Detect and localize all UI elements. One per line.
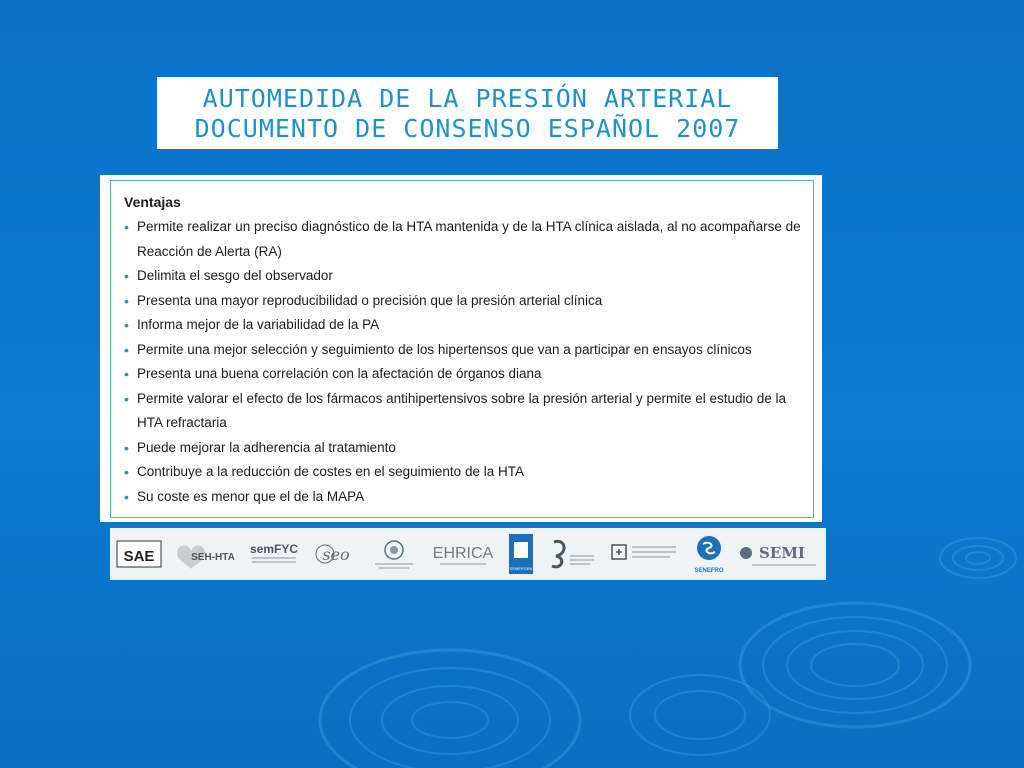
list-item-text: Contribuye a la reducción de costes en el seguimiento de la HTA bbox=[137, 464, 524, 479]
bullet-icon: • bbox=[124, 366, 129, 382]
title-banner bbox=[157, 77, 778, 149]
sociedad-nefrologia-logo bbox=[546, 534, 598, 574]
sponsor-logo-strip bbox=[110, 528, 826, 580]
advantages-panel bbox=[100, 175, 822, 522]
semfyc-logo bbox=[246, 534, 302, 574]
list-item-text: Su coste es menor que el de la MAPA bbox=[137, 488, 365, 504]
seh-hta-logo-text: SEH-HTA bbox=[191, 552, 236, 563]
list-item-text: Puede mejorar la adherencia al tratamiento bbox=[137, 439, 396, 455]
list-item-text: Presenta una buena correlación con la afectación de órganos diana bbox=[137, 366, 542, 381]
list-item-text: Permite valorar el efecto de los fármacos antihipertensivos sobre la presión arterial y permite el estudio de la HTA refractaria bbox=[137, 390, 787, 430]
list-item bbox=[124, 436, 803, 461]
semi-logo bbox=[738, 534, 820, 574]
sen-logo bbox=[691, 534, 727, 574]
bullet-icon: • bbox=[124, 390, 129, 407]
bullet-icon: • bbox=[124, 488, 129, 505]
list-item bbox=[124, 264, 803, 289]
list-item bbox=[124, 289, 803, 314]
list-item bbox=[124, 313, 803, 338]
title-line-1: AUTOMEDIDA DE LA PRESIÓN ARTERIAL bbox=[202, 84, 733, 113]
list-item bbox=[124, 485, 803, 510]
bullet-icon: • bbox=[124, 268, 129, 284]
list-item-text: Delimita el sesgo del observador bbox=[137, 268, 333, 283]
sae-logo-text: SAE bbox=[123, 548, 155, 565]
list-item-text: Informa mejor de la variabilidad de la PA bbox=[137, 317, 380, 332]
list-item bbox=[124, 387, 803, 436]
ehrica-logo-text: EHRICA bbox=[432, 545, 494, 562]
bullet-icon: • bbox=[124, 464, 129, 480]
advantages-frame bbox=[110, 180, 814, 518]
bullet-icon: • bbox=[124, 219, 129, 235]
sociedad-cardiologia-logo bbox=[369, 534, 419, 574]
list-item bbox=[124, 338, 803, 363]
sae-logo bbox=[116, 534, 162, 574]
seh-hta-logo bbox=[173, 534, 235, 574]
semfyc-logo-text: semFYC bbox=[250, 542, 299, 556]
semergen-logo-text: SEMERGEN bbox=[509, 566, 533, 571]
advantages-list bbox=[124, 215, 803, 509]
list-item bbox=[124, 460, 803, 485]
list-item-text: Permite realizar un preciso diagnóstico de la HTA mantenida y de la HTA clínica aislada, al no acompañarse de Reacción de Alerta (RA) bbox=[137, 219, 801, 259]
list-item-text: Permite una mejor selección y seguimiento de los hipertensos que van a participar en ensayos clínicos bbox=[137, 341, 752, 357]
seo-logo bbox=[314, 534, 358, 574]
list-item bbox=[124, 362, 803, 387]
title-line-2: DOCUMENTO DE CONSENSO ESPAÑOL 2007 bbox=[194, 114, 741, 143]
colegio-farmaceuticos-logo bbox=[610, 534, 680, 574]
bullet-icon: • bbox=[124, 439, 129, 456]
sen-logo-text: SENEFRO bbox=[694, 568, 724, 574]
list-item-text: Presenta una mayor reproducibilidad o precisión que la presión arterial clínica bbox=[137, 292, 603, 308]
bullet-icon: • bbox=[124, 341, 129, 358]
advantages-heading: Ventajas bbox=[124, 194, 181, 210]
bullet-icon: • bbox=[124, 317, 129, 333]
seo-logo-text: seo bbox=[321, 545, 350, 564]
semi-logo-text: SEMI bbox=[758, 544, 805, 562]
ehrica-logo bbox=[430, 534, 496, 574]
list-item bbox=[124, 215, 803, 264]
semergen-logo bbox=[507, 534, 535, 574]
bullet-icon: • bbox=[124, 292, 129, 309]
